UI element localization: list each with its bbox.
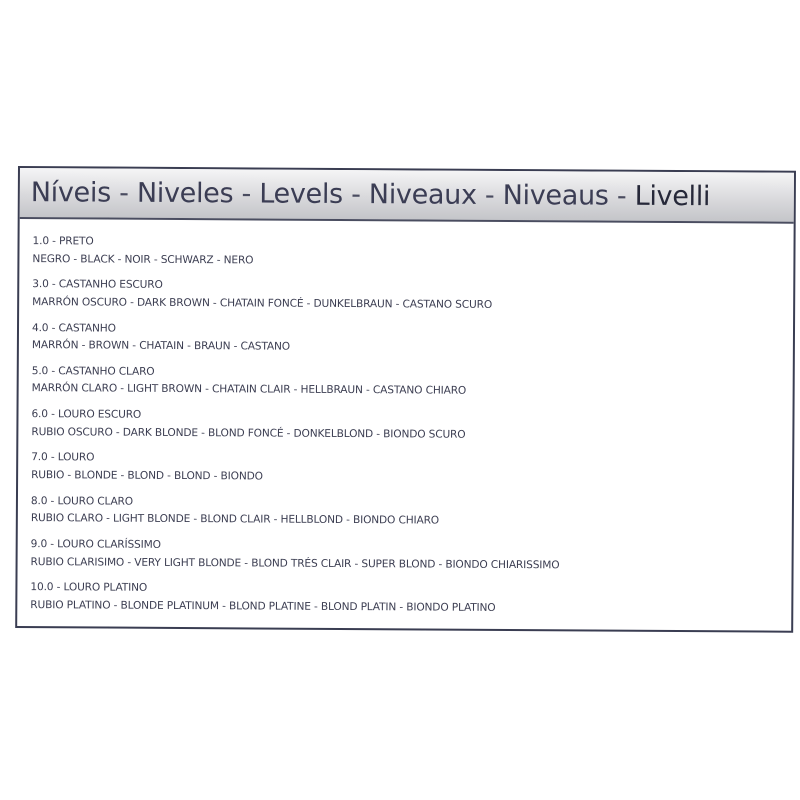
level-item: [32, 320, 793, 360]
level-item: [32, 276, 793, 316]
level-names: RUBIO CLARISIMO - VERY LIGHT BLONDE - BLOND TRÉS CLAIR - SUPER BLOND - BIONDO CHIARISSIMO: [30, 555, 560, 571]
title-separator: -: [110, 177, 138, 209]
levels-header: [20, 168, 794, 224]
level-item: [31, 536, 792, 576]
title-word: Livelli: [634, 180, 711, 213]
level-names: NEGRO - BLACK - NOIR - SCHWARZ - NERO: [32, 252, 254, 266]
level-item: [31, 450, 792, 490]
level-names: RUBIO - BLONDE - BLOND - BLOND - BIONDO: [31, 469, 263, 483]
level-title: 8.0 - LOURO CLARO: [30, 494, 134, 508]
level-item: [32, 363, 793, 403]
level-title: 5.0 - CASTANHO CLARO: [31, 364, 155, 378]
level-names: MARRÓN CLARO - LIGHT BROWN - CHATAIN CLAIR - HELLBRAUN - CASTANO CHIARO: [31, 382, 467, 398]
level-title: 7.0 - LOURO: [31, 451, 95, 464]
level-names: MARRÓN OSCURO - DARK BROWN - CHATAIN FONCÉ - DUNKELBRAUN - CASTANO SCURO: [32, 295, 493, 311]
level-names: RUBIO OSCURO - DARK BLONDE - BLOND FONCÉ - DONKELBLOND - BIONDO SCURO: [31, 425, 466, 441]
level-title: 6.0 - LOURO ESCURO: [31, 408, 142, 421]
level-item: [31, 406, 792, 446]
level-title: 4.0 - CASTANHO: [31, 321, 116, 335]
title-separator: -: [233, 178, 260, 210]
title-word: Níveis: [30, 177, 111, 209]
levels-title: [30, 177, 711, 213]
levels-list: [17, 219, 793, 619]
level-title: 1.0 - PRETO: [32, 235, 94, 248]
level-title: 10.0 - LOURO PLATINO: [30, 581, 148, 595]
levels-card: [15, 166, 796, 633]
level-names: RUBIO CLARO - LIGHT BLONDE - BLOND CLAIR - HELLBLOND - BIONDO CHIARO: [30, 512, 440, 527]
title-separator: -: [476, 179, 503, 211]
title-word: Levels: [259, 178, 343, 210]
title-word: Niveaux: [368, 179, 477, 211]
level-item: [32, 233, 793, 273]
title-word: Niveaus: [502, 179, 609, 212]
level-title: 9.0 - LOURO CLARÍSSIMO: [30, 538, 161, 551]
level-title: 3.0 - CASTANHO ESCURO: [32, 278, 163, 292]
level-item: [30, 579, 791, 619]
title-separator: -: [608, 180, 635, 212]
title-word: Niveles: [136, 177, 234, 210]
level-item: [31, 493, 792, 533]
level-names: MARRÓN - BROWN - CHATAIN - BRAUN - CASTANO: [31, 339, 291, 353]
title-separator: -: [342, 178, 369, 211]
level-names: RUBIO PLATINO - BLONDE PLATINUM - BLOND PLATINE - BLOND PLATIN - BIONDO PLATINO: [30, 598, 496, 614]
